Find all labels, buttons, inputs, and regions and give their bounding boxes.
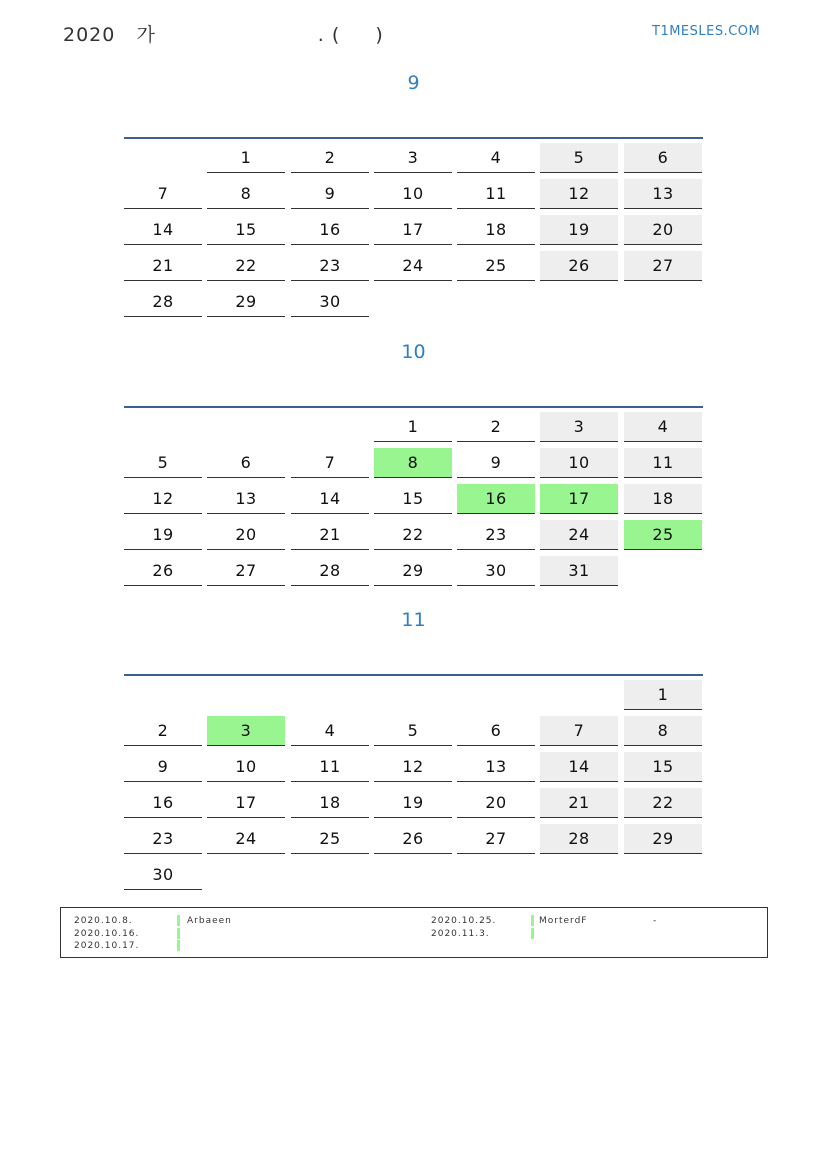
- calendar-day: 25: [291, 824, 369, 854]
- site-link[interactable]: T1MESLES.COM: [652, 24, 761, 39]
- calendar-day: 25: [624, 520, 702, 550]
- calendar-day: 11: [291, 752, 369, 782]
- calendar-day: 8: [624, 716, 702, 746]
- legend-holiday-name: Arbaeen: [187, 916, 232, 926]
- calendar-day: 3: [540, 412, 618, 442]
- legend-row: [61, 928, 767, 940]
- calendar-day: 8: [207, 179, 285, 209]
- holiday-legend: [60, 907, 768, 958]
- month-grid-rule: [124, 674, 703, 676]
- calendar-day: 24: [374, 251, 452, 281]
- calendar-day: 10: [540, 448, 618, 478]
- page-title: 2020 가 . ( ): [63, 24, 384, 46]
- legend-date: 2020.11.3.: [431, 928, 490, 939]
- calendar-day: 22: [624, 788, 702, 818]
- calendar-day: 4: [291, 716, 369, 746]
- calendar-day: 7: [540, 716, 618, 746]
- calendar-day: 29: [207, 287, 285, 317]
- calendar-day: 22: [374, 520, 452, 550]
- calendar-day: 17: [540, 484, 618, 514]
- legend-date: 2020.10.17.: [74, 941, 140, 951]
- calendar-day: 18: [457, 215, 535, 245]
- month-title: 9: [407, 72, 420, 94]
- calendar-day: 1: [374, 412, 452, 442]
- calendar-day: 18: [291, 788, 369, 818]
- calendar-day: 27: [207, 556, 285, 586]
- month-grid-rule: [124, 406, 703, 408]
- legend-date: 2020.10.8.: [74, 916, 133, 926]
- calendar-day: 26: [374, 824, 452, 854]
- calendar-day: 10: [374, 179, 452, 209]
- calendar-day: 16: [457, 484, 535, 514]
- month-title: 10: [401, 341, 426, 363]
- calendar-day: 23: [457, 520, 535, 550]
- calendar-day: 12: [374, 752, 452, 782]
- legend-color-marker: [177, 940, 180, 951]
- calendar-day: 9: [457, 448, 535, 478]
- calendar-day: 21: [124, 251, 202, 281]
- legend-row: [61, 940, 767, 952]
- calendar-day: 18: [624, 484, 702, 514]
- calendar-day: 19: [540, 215, 618, 245]
- legend-row: [61, 915, 767, 927]
- calendar-day: 4: [624, 412, 702, 442]
- calendar-day: 30: [291, 287, 369, 317]
- calendar-day: 10: [207, 752, 285, 782]
- calendar-day: 14: [540, 752, 618, 782]
- calendar-day: 15: [207, 215, 285, 245]
- calendar-day: 4: [457, 143, 535, 173]
- calendar-day: 21: [540, 788, 618, 818]
- calendar-day: 24: [540, 520, 618, 550]
- calendar-day: 6: [457, 716, 535, 746]
- legend-holiday-name: MorterdF: [539, 916, 588, 926]
- month-grid-rule: [124, 137, 703, 139]
- calendar-day: 5: [124, 448, 202, 478]
- calendar-day: 12: [124, 484, 202, 514]
- calendar-day: 22: [207, 251, 285, 281]
- calendar-day: 20: [207, 520, 285, 550]
- calendar-day: 1: [207, 143, 285, 173]
- calendar-day: 13: [624, 179, 702, 209]
- calendar-day: 11: [457, 179, 535, 209]
- calendar-day: 6: [207, 448, 285, 478]
- calendar-day: 26: [124, 556, 202, 586]
- calendar-day: 20: [624, 215, 702, 245]
- legend-color-marker: [531, 915, 534, 926]
- calendar-day: 8: [374, 448, 452, 478]
- calendar-day: 9: [124, 752, 202, 782]
- calendar-day: 16: [291, 215, 369, 245]
- legend-note: -: [653, 916, 658, 926]
- calendar-day: 28: [291, 556, 369, 586]
- calendar-day: 30: [457, 556, 535, 586]
- calendar-day: 7: [124, 179, 202, 209]
- calendar-day: 19: [374, 788, 452, 818]
- calendar-day: 29: [624, 824, 702, 854]
- calendar-day: 15: [624, 752, 702, 782]
- month-title: 11: [401, 609, 426, 631]
- calendar-day: 19: [124, 520, 202, 550]
- calendar-day: 5: [374, 716, 452, 746]
- calendar-day: 3: [207, 716, 285, 746]
- calendar-day: 17: [207, 788, 285, 818]
- calendar-day: 30: [124, 860, 202, 890]
- calendar-day: 24: [207, 824, 285, 854]
- calendar-day: 13: [207, 484, 285, 514]
- calendar-day: 23: [124, 824, 202, 854]
- legend-date: 2020.10.25.: [431, 916, 497, 926]
- calendar-day: 29: [374, 556, 452, 586]
- legend-color-marker: [531, 928, 534, 939]
- calendar-day: 2: [124, 716, 202, 746]
- calendar-day: 12: [540, 179, 618, 209]
- calendar-day: 27: [624, 251, 702, 281]
- calendar-day: 5: [540, 143, 618, 173]
- calendar-day: 3: [374, 143, 452, 173]
- calendar-day: 14: [291, 484, 369, 514]
- calendar-day: 2: [457, 412, 535, 442]
- calendar-day: 14: [124, 215, 202, 245]
- calendar-day: 23: [291, 251, 369, 281]
- calendar-day: 9: [291, 179, 369, 209]
- calendar-day: 1: [624, 680, 702, 710]
- legend-date: 2020.10.16.: [74, 928, 140, 939]
- calendar-day: 31: [540, 556, 618, 586]
- calendar-day: 15: [374, 484, 452, 514]
- calendar-day: 2: [291, 143, 369, 173]
- calendar-day: 28: [540, 824, 618, 854]
- calendar-day: 21: [291, 520, 369, 550]
- calendar-day: 25: [457, 251, 535, 281]
- calendar-day: 26: [540, 251, 618, 281]
- calendar-day: 28: [124, 287, 202, 317]
- calendar-day: 7: [291, 448, 369, 478]
- calendar-day: 16: [124, 788, 202, 818]
- calendar-day: 20: [457, 788, 535, 818]
- calendar-day: 6: [624, 143, 702, 173]
- calendar-day: 13: [457, 752, 535, 782]
- calendar-day: 11: [624, 448, 702, 478]
- calendar-day: 27: [457, 824, 535, 854]
- calendar-day: 17: [374, 215, 452, 245]
